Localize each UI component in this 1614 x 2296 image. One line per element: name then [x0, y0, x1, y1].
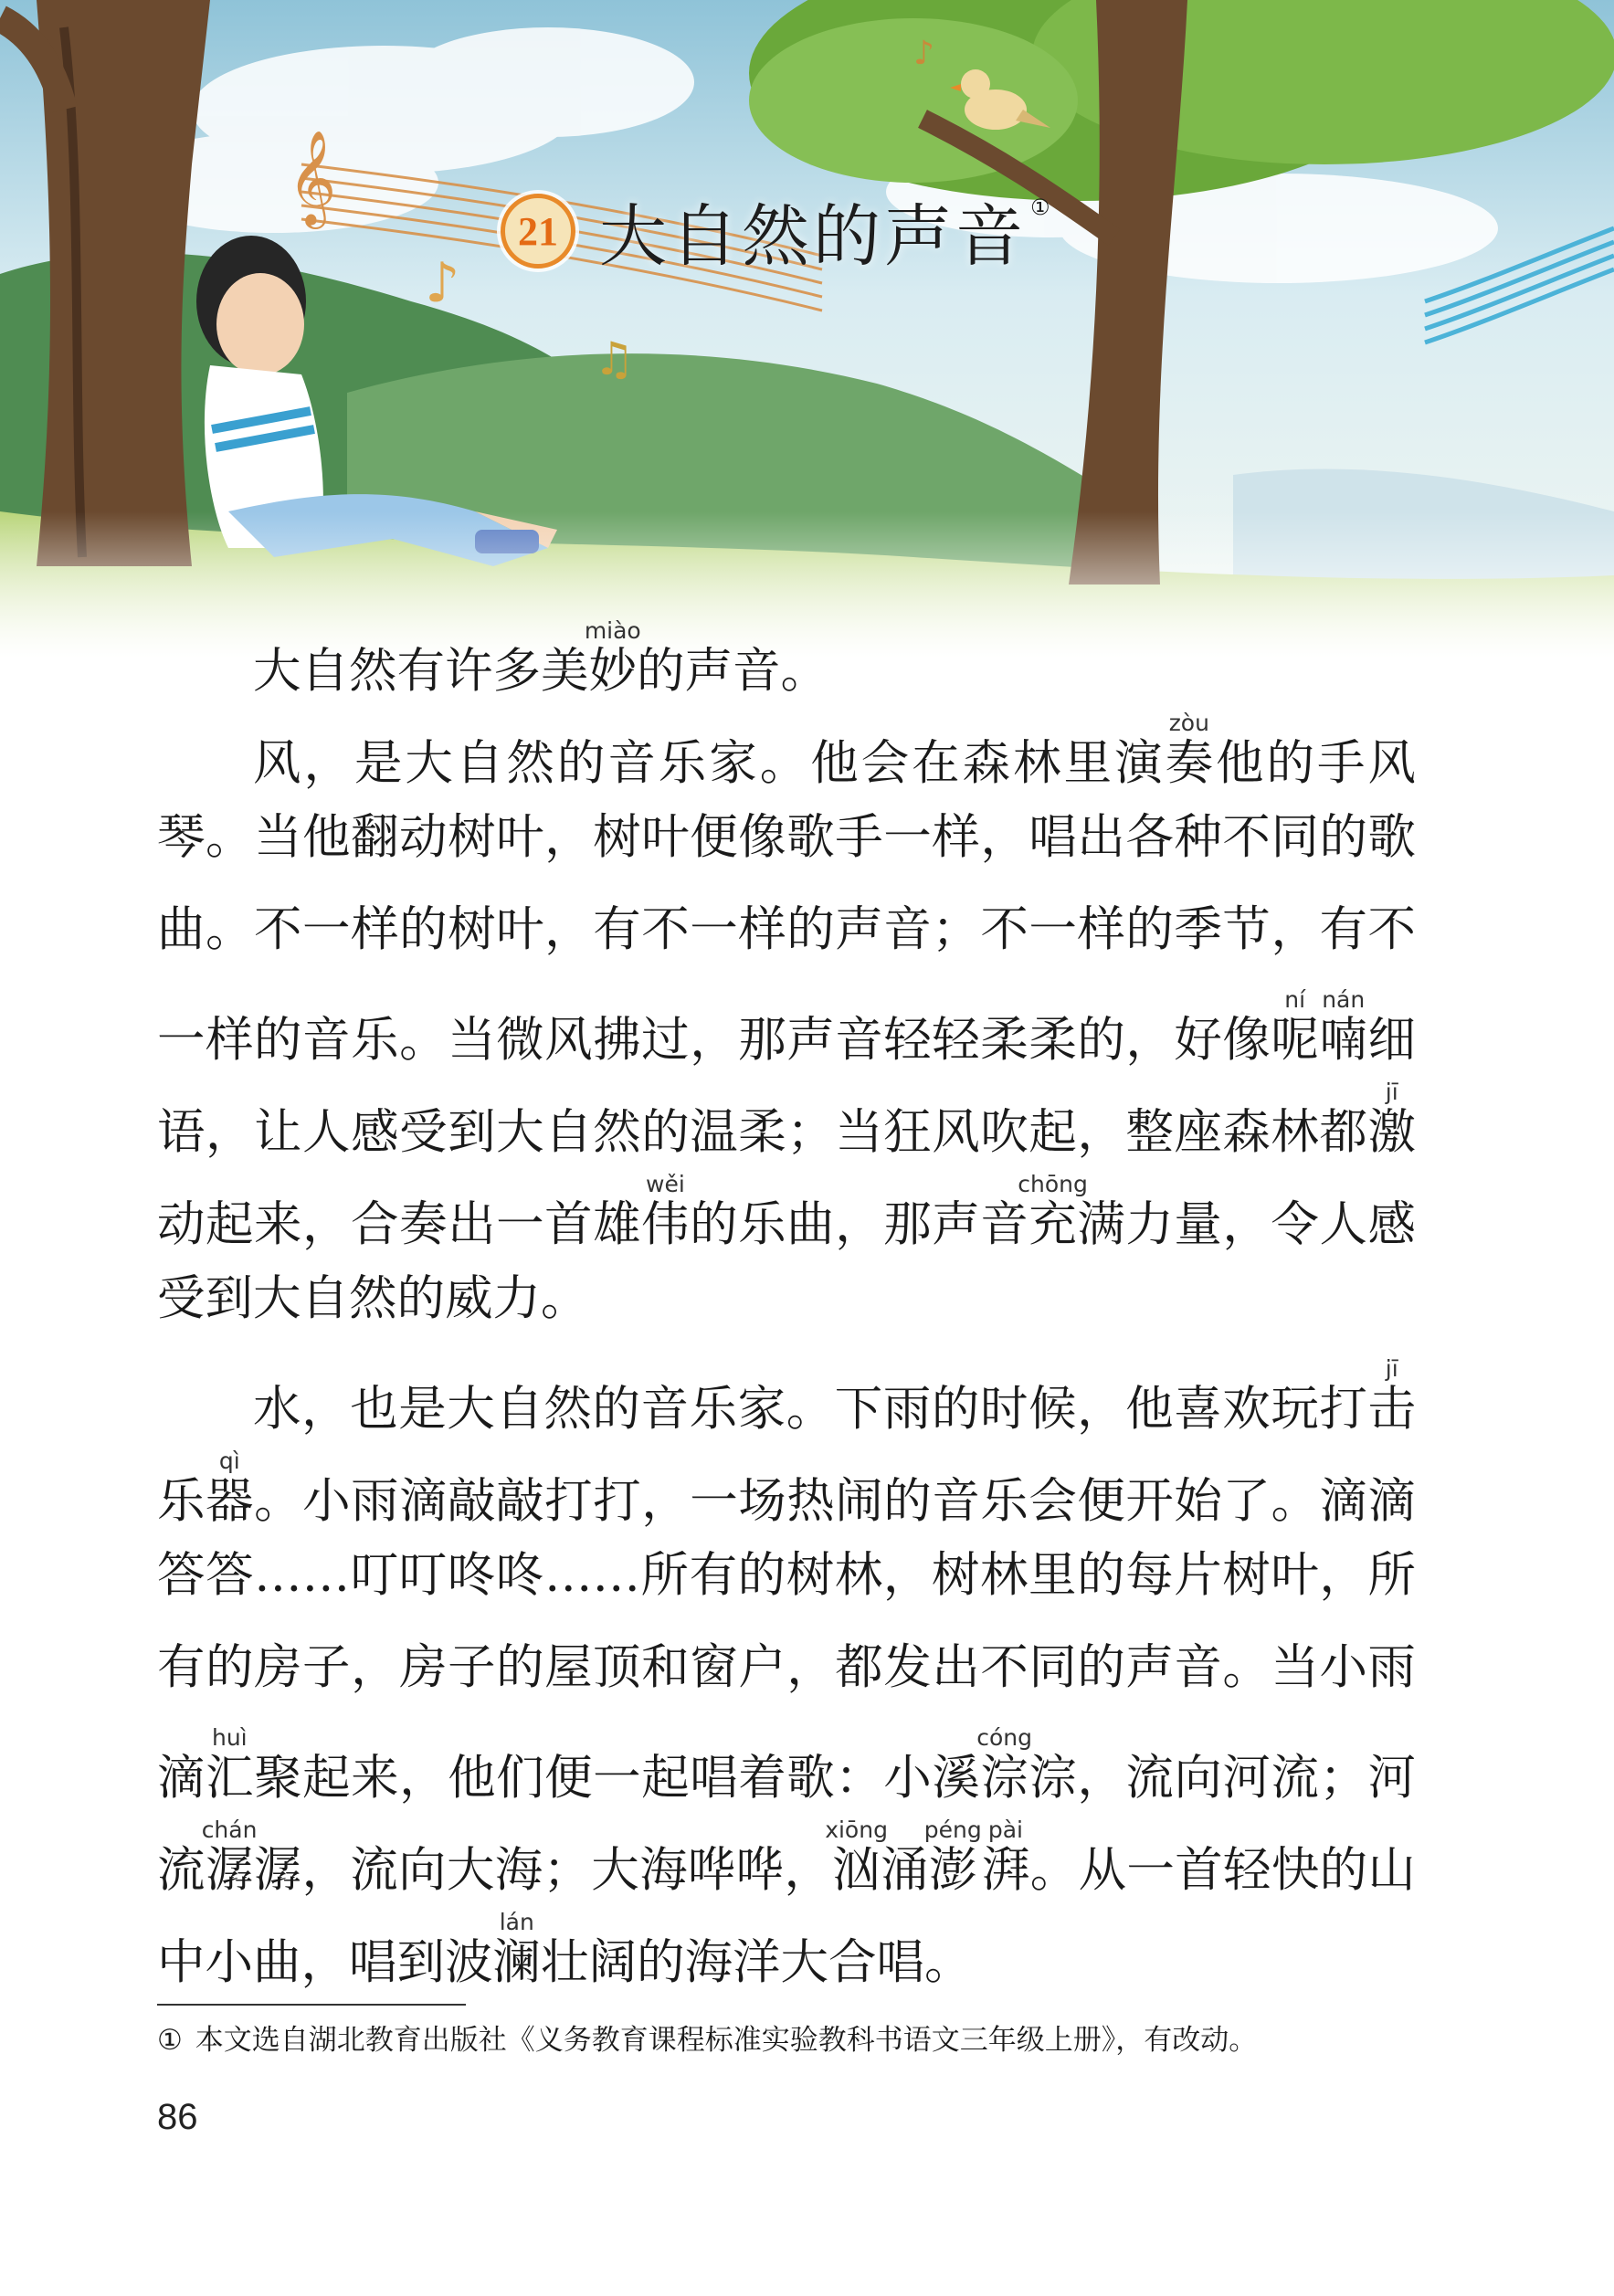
annotated-char: 伟	[641, 1196, 691, 1252]
footnote-divider	[157, 2004, 466, 2006]
text-run: 的声音。	[637, 643, 829, 699]
text-run: 乐	[157, 1473, 206, 1529]
pinyin: xiōng	[825, 1817, 888, 1843]
text-line	[157, 1724, 1416, 1810]
text-line	[157, 1171, 1416, 1257]
text-run: 他的手风	[1216, 735, 1416, 791]
music-note-icon: ♪	[913, 35, 934, 72]
pinyin: qì	[206, 1448, 254, 1474]
text-run: 细	[1367, 1012, 1416, 1068]
text-run: 流	[157, 1842, 206, 1898]
text-run: 水，也是大自然的音乐家。下雨的时候，他喜欢玩打	[253, 1381, 1368, 1437]
footnote	[157, 2020, 1436, 2060]
pinyin-annotated-char	[1319, 986, 1368, 1068]
text-line	[253, 1355, 1416, 1441]
page-number: 86	[157, 2097, 198, 2137]
music-note-icon: ♫	[594, 332, 635, 385]
text-line	[157, 1817, 1416, 1902]
pinyin-annotated-char	[1165, 710, 1217, 791]
annotated-char: 奏	[1165, 735, 1217, 791]
pinyin-annotated-char	[923, 1817, 982, 1898]
footnote-text: 本文选自湖北教育出版社《义务教育课程标准实验教科书语文三年级上册》，有改动。	[195, 2024, 1258, 2057]
title-footnote-marker: ①	[1030, 195, 1050, 220]
pinyin-annotated-char	[206, 1448, 255, 1529]
annotated-char: 淙	[976, 1750, 1032, 1806]
text-line	[253, 617, 829, 703]
pinyin: jī	[1367, 1355, 1416, 1382]
pinyin: lán	[492, 1909, 542, 1935]
text-run: 中小曲，唱到波	[157, 1934, 493, 1990]
pinyin: zòu	[1165, 710, 1214, 736]
pinyin: cóng	[976, 1724, 1032, 1751]
pinyin: pài	[981, 1817, 1030, 1843]
text-line	[157, 1448, 1416, 1533]
text-run: 满力量，令人感	[1076, 1196, 1416, 1252]
pinyin-annotated-char	[825, 1817, 888, 1898]
text-line	[157, 806, 1416, 869]
annotated-char: 喃	[1319, 1012, 1368, 1068]
lesson-title: 大自然的声音	[599, 197, 1027, 276]
text-run: 风，是大自然的音乐家。他会在森林里演	[253, 735, 1166, 791]
annotated-char: 呢	[1271, 1012, 1320, 1068]
text-line	[253, 710, 1416, 795]
text-line	[157, 1636, 1416, 1700]
pinyin-annotated-char	[492, 1909, 542, 1990]
text-run: 。小雨滴敲敲打打，一场热闹的音乐会便开始了。滴滴	[254, 1473, 1416, 1529]
pinyin-annotated-char	[201, 1817, 258, 1898]
pinyin-annotated-char	[1018, 1171, 1088, 1252]
text-line	[157, 1079, 1416, 1164]
annotated-char: 澎	[923, 1842, 982, 1898]
text-line	[157, 1909, 973, 1995]
text-run: 壮阔的海洋大合唱。	[541, 1934, 973, 1990]
pinyin: ní	[1271, 986, 1319, 1013]
text-run: 语，让人感受到大自然的温柔；当狂风吹起，整座森林都	[157, 1104, 1368, 1160]
footnote-marker: ①	[157, 2024, 183, 2057]
text-line	[157, 986, 1416, 1072]
pinyin: jī	[1367, 1079, 1416, 1105]
pinyin: péng	[923, 1817, 982, 1843]
text-line	[157, 1267, 589, 1331]
treble-clef-icon: 𝄞	[288, 130, 337, 226]
text-run: 的乐曲，那声音	[690, 1196, 1029, 1252]
text-run: 涌	[880, 1842, 929, 1898]
text-line	[157, 1543, 1416, 1607]
annotated-char: 激	[1367, 1104, 1416, 1160]
text-run: 动起来，合奏出一首雄	[157, 1196, 642, 1252]
pinyin-annotated-char	[1367, 1079, 1416, 1160]
lesson-heading	[501, 181, 1050, 281]
text-run: 滴	[157, 1750, 206, 1806]
annotated-char: 妙	[584, 643, 641, 699]
annotated-char: 潺	[201, 1842, 258, 1898]
text-run: 大自然有许多美	[253, 643, 589, 699]
annotated-char: 澜	[492, 1934, 542, 1990]
pinyin-annotated-char	[1367, 1355, 1416, 1437]
annotated-char: 器	[206, 1473, 255, 1529]
pinyin: chán	[201, 1817, 258, 1843]
text-line	[157, 898, 1416, 962]
header-illustration	[0, 0, 1614, 658]
pinyin: chōng	[1018, 1171, 1088, 1197]
pinyin: huì	[206, 1724, 254, 1751]
text-run: 受到大自然的威力。	[157, 1270, 589, 1326]
text-run: 有的房子，房子的屋顶和窗户，都发出不同的声音。当小雨	[157, 1639, 1416, 1695]
text-run: 淙，流向河流；河	[1028, 1750, 1416, 1806]
pinyin-annotated-char	[1271, 986, 1320, 1068]
pinyin: nán	[1319, 986, 1367, 1013]
pinyin-annotated-char	[584, 617, 641, 699]
pinyin-annotated-char	[976, 1724, 1032, 1806]
pinyin: wěi	[641, 1171, 690, 1197]
text-run: 聚起来，他们便一起唱着歌：小溪	[254, 1750, 981, 1806]
text-run: 一样的音乐。当微风拂过，那声音轻轻柔柔的，好像	[157, 1012, 1271, 1068]
text-run: 答答……叮叮咚咚……所有的树林，树林里的每片树叶，所	[157, 1547, 1416, 1603]
pinyin: miào	[584, 617, 641, 644]
annotated-char: 汹	[825, 1842, 888, 1898]
annotated-char: 汇	[206, 1750, 255, 1806]
text-run: 琴。当他翻动树叶，树叶便像歌手一样，唱出各种不同的歌	[157, 809, 1416, 865]
pinyin-annotated-char	[641, 1171, 691, 1252]
lesson-number-badge: 21	[501, 194, 575, 269]
text-run: 潺，流向大海；大海哗哗，	[253, 1842, 833, 1898]
text-run: 。从一首轻快的山	[1029, 1842, 1416, 1898]
music-note-icon: ♪	[425, 251, 460, 315]
pinyin-annotated-char	[981, 1817, 1030, 1898]
annotated-char: 湃	[981, 1842, 1030, 1898]
pinyin-annotated-char	[206, 1724, 255, 1806]
text-run: 曲。不一样的树叶，有不一样的声音；不一样的季节，有不	[157, 901, 1416, 957]
annotated-char: 充	[1018, 1196, 1088, 1252]
annotated-char: 击	[1367, 1381, 1416, 1437]
